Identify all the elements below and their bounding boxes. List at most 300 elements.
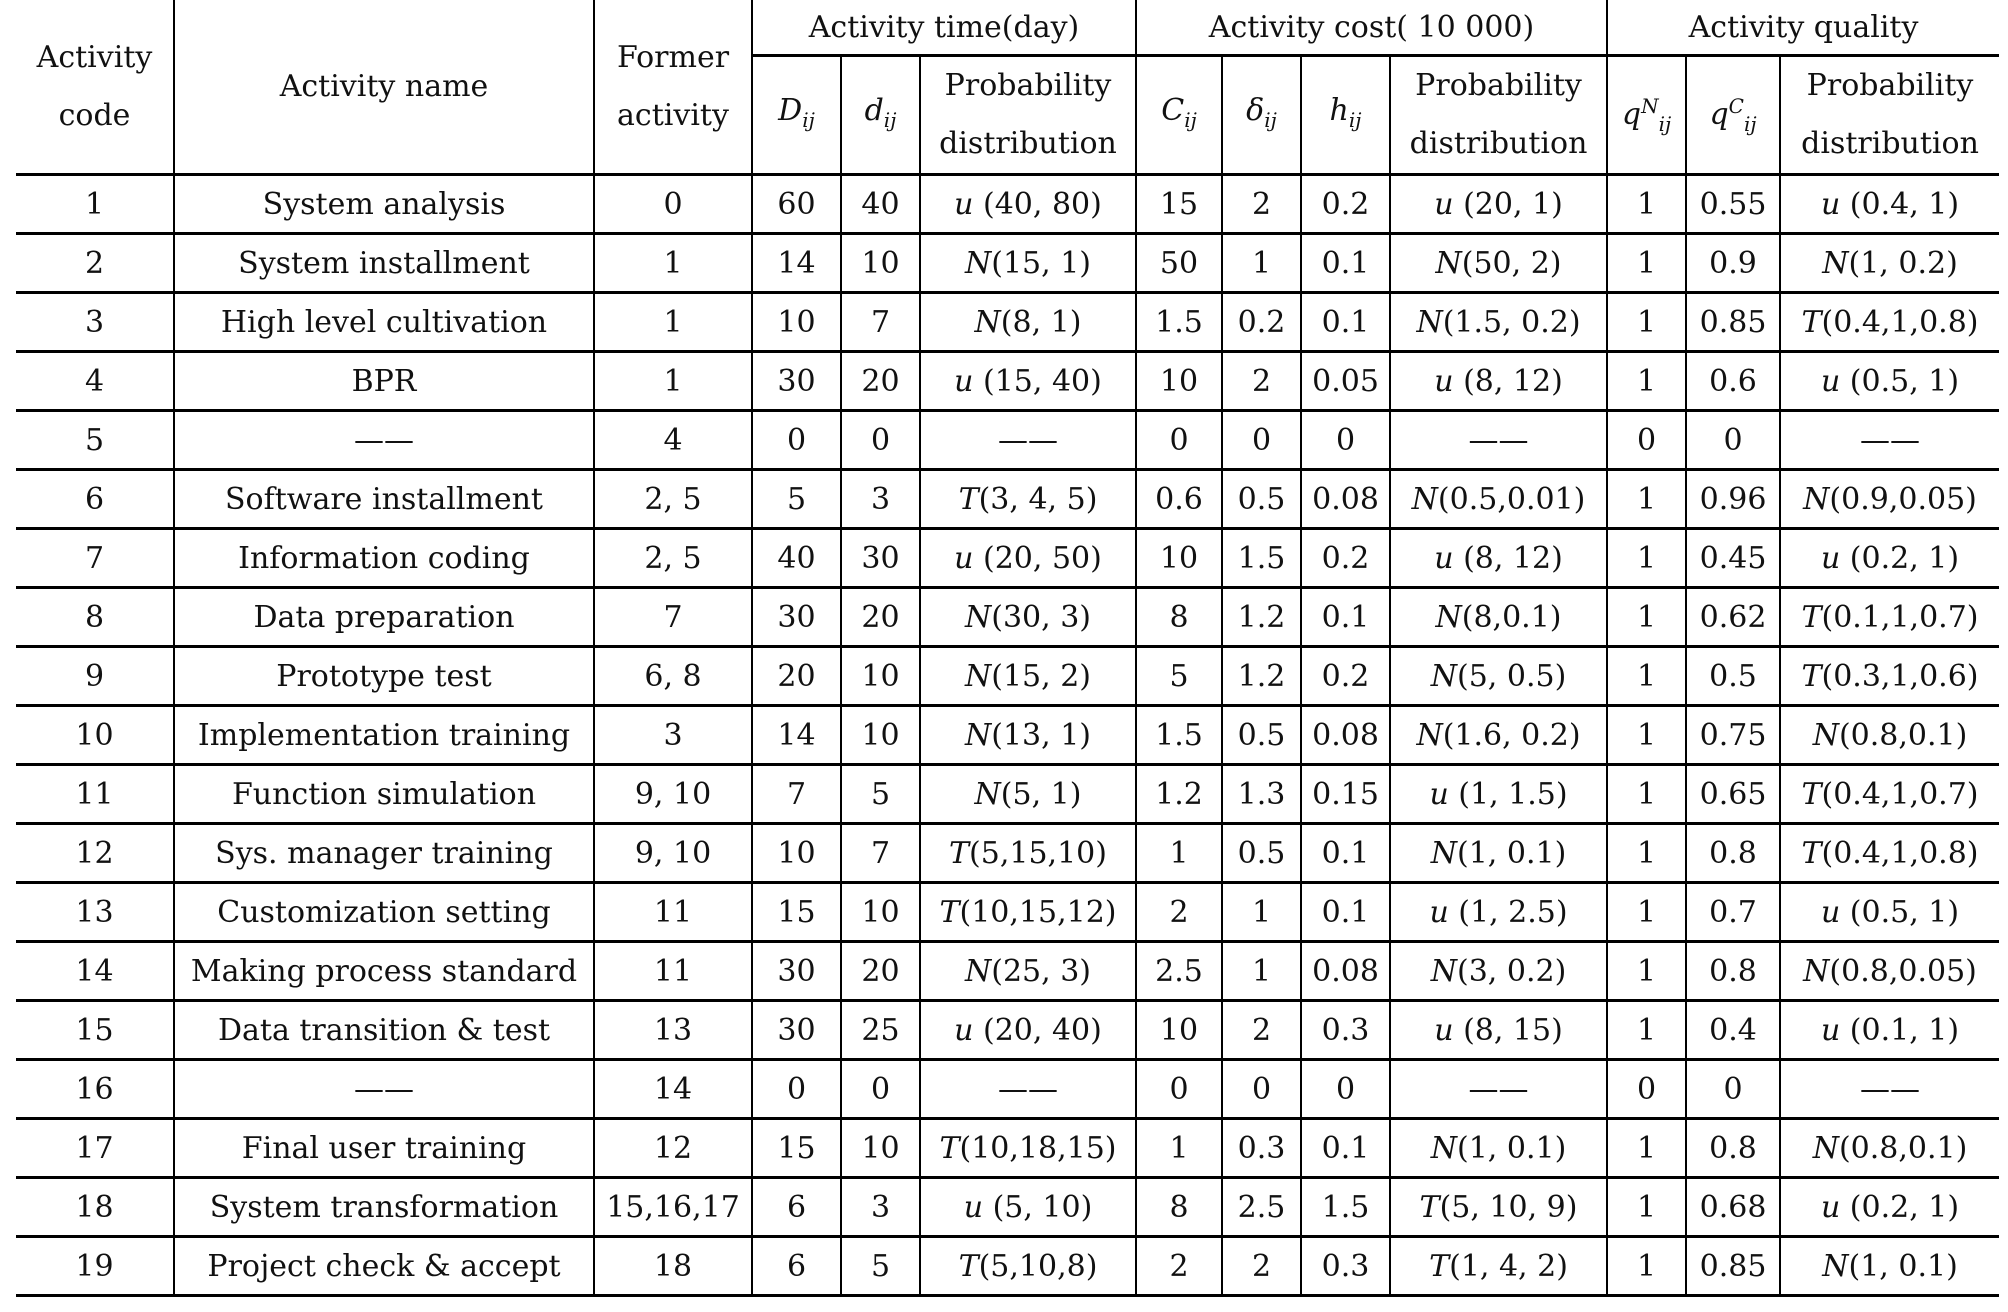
cell-h-ij: 0.2	[1301, 175, 1390, 234]
cell-former-activity: 2, 5	[594, 470, 752, 529]
distribution-params: (0.2, 1)	[1840, 540, 1960, 576]
table-row	[16, 352, 1999, 411]
cell-d-ij: 30	[841, 529, 920, 588]
cell-delta-ij: 1.2	[1222, 588, 1301, 647]
cell-qC-ij: 0	[1686, 1060, 1780, 1119]
distribution-letter: N	[1435, 599, 1462, 635]
cell-qC-ij: 0.9	[1686, 234, 1780, 293]
cell-C-ij: 1	[1136, 1119, 1222, 1178]
cell-cost-distribution	[1390, 234, 1607, 293]
cell-d-ij: 10	[841, 647, 920, 706]
cell-cost-distribution	[1390, 293, 1607, 352]
distribution-params: (3, 4, 5)	[978, 481, 1098, 517]
distribution-params: (0.8,0.05)	[1829, 953, 1977, 989]
cell-cost-distribution	[1390, 175, 1607, 234]
distribution-params: (0.5, 1)	[1840, 363, 1960, 399]
table-body	[16, 175, 1999, 1296]
cell-qC-ij: 0.96	[1686, 470, 1780, 529]
distribution-params: (0.1, 1)	[1840, 1012, 1960, 1048]
cell-D-ij: 6	[752, 1178, 841, 1237]
cell-qC-ij: 0.8	[1686, 1119, 1780, 1178]
superscript-C: C	[1728, 94, 1744, 118]
header-h-ij	[1301, 56, 1390, 175]
cell-qN-ij: 1	[1607, 1178, 1686, 1237]
distribution-letter: T	[1801, 776, 1822, 812]
header-d-ij	[841, 56, 920, 175]
cell-h-ij: 0.1	[1301, 588, 1390, 647]
cell-cost-distribution	[1390, 1178, 1607, 1237]
distribution-letter: u	[1429, 894, 1449, 930]
cell-activity-code: 15	[16, 1001, 174, 1060]
cell-qN-ij: 1	[1607, 1001, 1686, 1060]
subscript-ij: ij	[1743, 112, 1757, 136]
cell-D-ij: 5	[752, 470, 841, 529]
distribution-params: (1, 2.5)	[1448, 894, 1568, 930]
header-quality-probability: Probability distribution	[1780, 56, 1999, 175]
cell-D-ij: 7	[752, 765, 841, 824]
distribution-letter: T	[939, 894, 960, 930]
cell-d-ij: 7	[841, 293, 920, 352]
distribution-letter: N	[974, 776, 1001, 812]
distribution-letter: u	[954, 186, 974, 222]
cell-activity-code: 2	[16, 234, 174, 293]
cell-h-ij: 0	[1301, 1060, 1390, 1119]
cell-qC-ij: 0.65	[1686, 765, 1780, 824]
distribution-params: (0.5, 1)	[1840, 894, 1960, 930]
cell-delta-ij: 1.2	[1222, 647, 1301, 706]
cell-qN-ij: 1	[1607, 1237, 1686, 1296]
cell-d-ij: 0	[841, 1060, 920, 1119]
cell-h-ij: 0.3	[1301, 1237, 1390, 1296]
cell-D-ij: 30	[752, 1001, 841, 1060]
distribution-params: (40, 80)	[973, 186, 1102, 222]
cell-D-ij: 30	[752, 588, 841, 647]
table-row	[16, 470, 1999, 529]
distribution-letter: u	[1434, 540, 1454, 576]
cell-activity-code: 3	[16, 293, 174, 352]
cell-time-distribution: ——	[920, 1060, 1136, 1119]
distribution-letter: u	[963, 1189, 984, 1225]
distribution-params: (1, 4, 2)	[1449, 1248, 1568, 1284]
cell-D-ij: 15	[752, 883, 841, 942]
cell-activity-code: 17	[16, 1119, 174, 1178]
cell-h-ij: 0.08	[1301, 706, 1390, 765]
cell-activity-name: High level cultivation	[174, 293, 594, 352]
cell-activity-code: 4	[16, 352, 174, 411]
header-time-probability: Probability distribution	[920, 56, 1136, 175]
table-row	[16, 1237, 1999, 1296]
distribution-params: (20, 50)	[973, 540, 1102, 576]
cell-time-distribution	[920, 470, 1136, 529]
distribution-letter: u	[1434, 1012, 1454, 1048]
distribution-params: (1.5, 0.2)	[1442, 304, 1581, 340]
cell-activity-code: 5	[16, 411, 174, 470]
cell-qN-ij: 1	[1607, 529, 1686, 588]
distribution-params: (15, 40)	[973, 363, 1102, 399]
cell-activity-name: Sys. manager training	[174, 824, 594, 883]
distribution-params: (8, 12)	[1453, 363, 1563, 399]
distribution-params: (0.3,1,0.6)	[1821, 658, 1979, 694]
cell-quality-distribution	[1780, 647, 1999, 706]
cell-cost-distribution: ——	[1390, 1060, 1607, 1119]
distribution-params: (0.1,1,0.7)	[1821, 599, 1979, 635]
cell-qN-ij: 1	[1607, 765, 1686, 824]
cell-quality-distribution: ——	[1780, 411, 1999, 470]
distribution-letter: u	[1820, 186, 1841, 222]
table-row	[16, 942, 1999, 1001]
cell-quality-distribution	[1780, 942, 1999, 1001]
cell-quality-distribution	[1780, 1119, 1999, 1178]
cell-h-ij: 1.5	[1301, 1178, 1390, 1237]
table-row	[16, 765, 1999, 824]
cell-D-ij: 0	[752, 1060, 841, 1119]
cell-D-ij: 30	[752, 352, 841, 411]
cell-d-ij: 10	[841, 234, 920, 293]
cell-activity-code: 9	[16, 647, 174, 706]
distribution-letter: N	[1803, 481, 1830, 517]
cell-C-ij: 1	[1136, 824, 1222, 883]
cell-D-ij: 40	[752, 529, 841, 588]
cell-quality-distribution	[1780, 1001, 1999, 1060]
table-row	[16, 293, 1999, 352]
distribution-params: (1, 0.1)	[1457, 835, 1567, 871]
cell-former-activity: 9, 10	[594, 765, 752, 824]
cell-qC-ij: 0.8	[1686, 942, 1780, 1001]
header-activity-time: Activity time(day)	[752, 0, 1136, 56]
table-row	[16, 647, 1999, 706]
cell-cost-distribution	[1390, 942, 1607, 1001]
cell-time-distribution	[920, 883, 1136, 942]
cell-qC-ij: 0	[1686, 411, 1780, 470]
header-activity-code: Activity code	[16, 0, 174, 175]
cell-quality-distribution	[1780, 175, 1999, 234]
cell-h-ij: 0.1	[1301, 234, 1390, 293]
cell-C-ij: 2.5	[1136, 942, 1222, 1001]
distribution-letter: u	[954, 363, 974, 399]
header-qC-ij	[1686, 56, 1780, 175]
cell-d-ij: 0	[841, 411, 920, 470]
cell-time-distribution	[920, 706, 1136, 765]
distribution-params: (0.9,0.05)	[1829, 481, 1977, 517]
header-D-ij	[752, 56, 841, 175]
distribution-params: (5, 0.5)	[1457, 658, 1567, 694]
cell-former-activity: 0	[594, 175, 752, 234]
cell-qN-ij: 1	[1607, 175, 1686, 234]
cell-d-ij: 5	[841, 1237, 920, 1296]
distribution-letter: u	[1820, 894, 1841, 930]
table-row	[16, 824, 1999, 883]
distribution-letter: N	[1411, 481, 1438, 517]
cell-qC-ij: 0.85	[1686, 1237, 1780, 1296]
cell-cost-distribution	[1390, 765, 1607, 824]
cell-quality-distribution: ——	[1780, 1060, 1999, 1119]
distribution-letter: T	[1801, 835, 1822, 871]
distribution-params: (15, 2)	[991, 658, 1091, 694]
cell-d-ij: 20	[841, 942, 920, 1001]
cell-quality-distribution	[1780, 470, 1999, 529]
distribution-letter: u	[954, 540, 974, 576]
cell-cost-distribution	[1390, 470, 1607, 529]
cell-qC-ij: 0.7	[1686, 883, 1780, 942]
table-row	[16, 1001, 1999, 1060]
cell-former-activity: 11	[594, 942, 752, 1001]
cell-former-activity: 14	[594, 1060, 752, 1119]
distribution-params: (1, 0.2)	[1848, 245, 1958, 281]
cell-qN-ij: 1	[1607, 824, 1686, 883]
cell-C-ij: 0	[1136, 1060, 1222, 1119]
cell-d-ij: 10	[841, 1119, 920, 1178]
symbol-h: h	[1329, 92, 1349, 128]
header-activity-quality: Activity quality	[1607, 0, 1999, 56]
cell-d-ij: 20	[841, 352, 920, 411]
cell-C-ij: 8	[1136, 588, 1222, 647]
distribution-letter: N	[1812, 1130, 1839, 1166]
cell-qN-ij: 1	[1607, 293, 1686, 352]
distribution-params: (8,0.1)	[1461, 599, 1562, 635]
cell-C-ij: 10	[1136, 1001, 1222, 1060]
distribution-letter: u	[1820, 1012, 1841, 1048]
cell-delta-ij: 1	[1222, 883, 1301, 942]
cell-h-ij: 0.1	[1301, 1119, 1390, 1178]
cell-activity-code: 8	[16, 588, 174, 647]
cell-quality-distribution	[1780, 1237, 1999, 1296]
cell-activity-name: System transformation	[174, 1178, 594, 1237]
cell-D-ij: 14	[752, 234, 841, 293]
distribution-letter: N	[1803, 953, 1830, 989]
distribution-params: (0.2, 1)	[1840, 1189, 1960, 1225]
cell-qN-ij: 1	[1607, 588, 1686, 647]
table-row	[16, 588, 1999, 647]
cell-activity-code: 1	[16, 175, 174, 234]
cell-D-ij: 14	[752, 706, 841, 765]
distribution-params: (0.8,0.1)	[1838, 717, 1968, 753]
cell-C-ij: 5	[1136, 647, 1222, 706]
cell-h-ij: 0.1	[1301, 883, 1390, 942]
cell-activity-name: Project check & accept	[174, 1237, 594, 1296]
cell-D-ij: 10	[752, 824, 841, 883]
distribution-letter: N	[1430, 658, 1457, 694]
cell-quality-distribution	[1780, 352, 1999, 411]
cell-cost-distribution	[1390, 883, 1607, 942]
cell-activity-code: 16	[16, 1060, 174, 1119]
subscript-ij: ij	[1184, 107, 1197, 132]
cell-activity-code: 6	[16, 470, 174, 529]
cell-time-distribution	[920, 824, 1136, 883]
header-delta-ij	[1222, 56, 1301, 175]
cell-time-distribution	[920, 352, 1136, 411]
cell-qN-ij: 1	[1607, 470, 1686, 529]
cell-cost-distribution	[1390, 1119, 1607, 1178]
distribution-params: (20, 1)	[1453, 186, 1563, 222]
cell-C-ij: 1.5	[1136, 293, 1222, 352]
cell-h-ij: 0.1	[1301, 293, 1390, 352]
distribution-params: (1.6, 0.2)	[1442, 717, 1581, 753]
cell-qN-ij: 1	[1607, 883, 1686, 942]
cell-delta-ij: 0.5	[1222, 706, 1301, 765]
cell-cost-distribution	[1390, 647, 1607, 706]
distribution-letter: u	[954, 1012, 974, 1048]
subscript-ij: ij	[802, 107, 815, 132]
cell-h-ij: 0.2	[1301, 647, 1390, 706]
cell-delta-ij: 0.5	[1222, 824, 1301, 883]
cell-quality-distribution	[1780, 765, 1999, 824]
distribution-letter: N	[1430, 835, 1457, 871]
cell-time-distribution	[920, 1001, 1136, 1060]
cell-D-ij: 20	[752, 647, 841, 706]
symbol-D: D	[778, 92, 803, 128]
cell-qN-ij: 0	[1607, 1060, 1686, 1119]
distribution-params: (0.4,1,0.7)	[1821, 776, 1979, 812]
cell-qC-ij: 0.45	[1686, 529, 1780, 588]
distribution-params: (5, 10, 9)	[1439, 1189, 1578, 1225]
cell-time-distribution	[920, 588, 1136, 647]
cell-qN-ij: 1	[1607, 647, 1686, 706]
cell-activity-name: Customization setting	[174, 883, 594, 942]
cell-d-ij: 20	[841, 588, 920, 647]
cell-activity-name: Final user training	[174, 1119, 594, 1178]
distribution-letter: T	[949, 835, 970, 871]
cell-time-distribution	[920, 1237, 1136, 1296]
cell-activity-name: Prototype test	[174, 647, 594, 706]
cell-former-activity: 18	[594, 1237, 752, 1296]
cell-delta-ij: 0.5	[1222, 470, 1301, 529]
activity-table	[16, 0, 1999, 1297]
cell-former-activity: 1	[594, 293, 752, 352]
cell-C-ij: 0	[1136, 411, 1222, 470]
cell-delta-ij: 2	[1222, 1001, 1301, 1060]
subscript-ij: ij	[1264, 107, 1277, 132]
cell-activity-name: System installment	[174, 234, 594, 293]
cell-C-ij: 10	[1136, 529, 1222, 588]
cell-delta-ij: 2	[1222, 175, 1301, 234]
cell-activity-name: Making process standard	[174, 942, 594, 1001]
distribution-params: (30, 3)	[991, 599, 1091, 635]
distribution-letter: u	[1820, 540, 1841, 576]
symbol-d: d	[864, 92, 884, 128]
distribution-params: (3, 0.2)	[1457, 953, 1567, 989]
distribution-letter: T	[958, 1248, 979, 1284]
cell-quality-distribution	[1780, 234, 1999, 293]
cell-delta-ij: 1.3	[1222, 765, 1301, 824]
table-row	[16, 175, 1999, 234]
cell-former-activity: 7	[594, 588, 752, 647]
distribution-letter: N	[965, 953, 992, 989]
cell-cost-distribution	[1390, 824, 1607, 883]
cell-time-distribution	[920, 1178, 1136, 1237]
header-C-ij	[1136, 56, 1222, 175]
distribution-letter: T	[1429, 1248, 1450, 1284]
cell-former-activity: 11	[594, 883, 752, 942]
cell-former-activity: 1	[594, 352, 752, 411]
cell-former-activity: 12	[594, 1119, 752, 1178]
subscript-ij: ij	[1658, 112, 1672, 136]
cell-cost-distribution	[1390, 352, 1607, 411]
distribution-params: (10,18,15)	[959, 1130, 1117, 1166]
distribution-letter: u	[1820, 363, 1841, 399]
cell-C-ij: 2	[1136, 1237, 1222, 1296]
cell-D-ij: 0	[752, 411, 841, 470]
distribution-letter: N	[965, 245, 992, 281]
cell-C-ij: 8	[1136, 1178, 1222, 1237]
header-qN-ij	[1607, 56, 1686, 175]
distribution-params: (0.4,1,0.8)	[1821, 304, 1979, 340]
cell-quality-distribution	[1780, 824, 1999, 883]
cell-delta-ij: 1	[1222, 942, 1301, 1001]
distribution-params: (5, 10)	[983, 1189, 1093, 1225]
distribution-params: (0.8,0.1)	[1838, 1130, 1968, 1166]
distribution-letter: u	[1820, 1189, 1841, 1225]
distribution-letter: N	[1430, 1130, 1457, 1166]
table-container	[16, 0, 1999, 1297]
distribution-params: (8, 1)	[1000, 304, 1082, 340]
subscript-ij: ij	[1348, 107, 1362, 132]
cell-h-ij: 0.1	[1301, 824, 1390, 883]
cell-delta-ij: 2	[1222, 1237, 1301, 1296]
cell-quality-distribution	[1780, 529, 1999, 588]
cell-time-distribution	[920, 942, 1136, 1001]
table-row	[16, 706, 1999, 765]
distribution-params: (13, 1)	[991, 717, 1091, 753]
cell-h-ij: 0.08	[1301, 470, 1390, 529]
cell-cost-distribution	[1390, 1237, 1607, 1296]
distribution-params: (1, 1.5)	[1448, 776, 1568, 812]
cell-qC-ij: 0.85	[1686, 293, 1780, 352]
cell-delta-ij: 2.5	[1222, 1178, 1301, 1237]
distribution-params: (1, 0.1)	[1848, 1248, 1958, 1284]
distribution-letter: T	[1801, 304, 1822, 340]
distribution-params: (0.4, 1)	[1840, 186, 1960, 222]
distribution-letter: u	[1434, 186, 1454, 222]
table-row	[16, 1060, 1999, 1119]
distribution-letter: T	[1801, 658, 1822, 694]
distribution-letter: T	[939, 1130, 960, 1166]
cell-former-activity: 15,16,17	[594, 1178, 752, 1237]
cell-activity-name: Software installment	[174, 470, 594, 529]
cell-activity-name: ——	[174, 411, 594, 470]
cell-former-activity: 4	[594, 411, 752, 470]
distribution-params: (0.5,0.01)	[1437, 481, 1586, 517]
cell-h-ij: 0.08	[1301, 942, 1390, 1001]
cell-former-activity: 3	[594, 706, 752, 765]
distribution-params: (50, 2)	[1461, 245, 1562, 281]
cell-qN-ij: 1	[1607, 942, 1686, 1001]
cell-activity-code: 12	[16, 824, 174, 883]
header-cost-probability: Probability distribution	[1390, 56, 1607, 175]
cell-activity-code: 11	[16, 765, 174, 824]
cell-delta-ij: 2	[1222, 352, 1301, 411]
cell-d-ij: 40	[841, 175, 920, 234]
cell-qC-ij: 0.6	[1686, 352, 1780, 411]
cell-time-distribution	[920, 647, 1136, 706]
cell-time-distribution	[920, 234, 1136, 293]
cell-time-distribution: ——	[920, 411, 1136, 470]
cell-d-ij: 10	[841, 883, 920, 942]
symbol-delta: δ	[1246, 92, 1265, 128]
distribution-letter: N	[974, 304, 1001, 340]
cell-d-ij: 5	[841, 765, 920, 824]
cell-former-activity: 13	[594, 1001, 752, 1060]
cell-qN-ij: 1	[1607, 234, 1686, 293]
cell-D-ij: 60	[752, 175, 841, 234]
superscript-N: N	[1641, 94, 1659, 118]
cell-d-ij: 3	[841, 470, 920, 529]
distribution-letter: T	[958, 481, 979, 517]
cell-h-ij: 0.05	[1301, 352, 1390, 411]
cell-time-distribution	[920, 765, 1136, 824]
cell-quality-distribution	[1780, 883, 1999, 942]
cell-qC-ij: 0.75	[1686, 706, 1780, 765]
cell-delta-ij: 0.2	[1222, 293, 1301, 352]
